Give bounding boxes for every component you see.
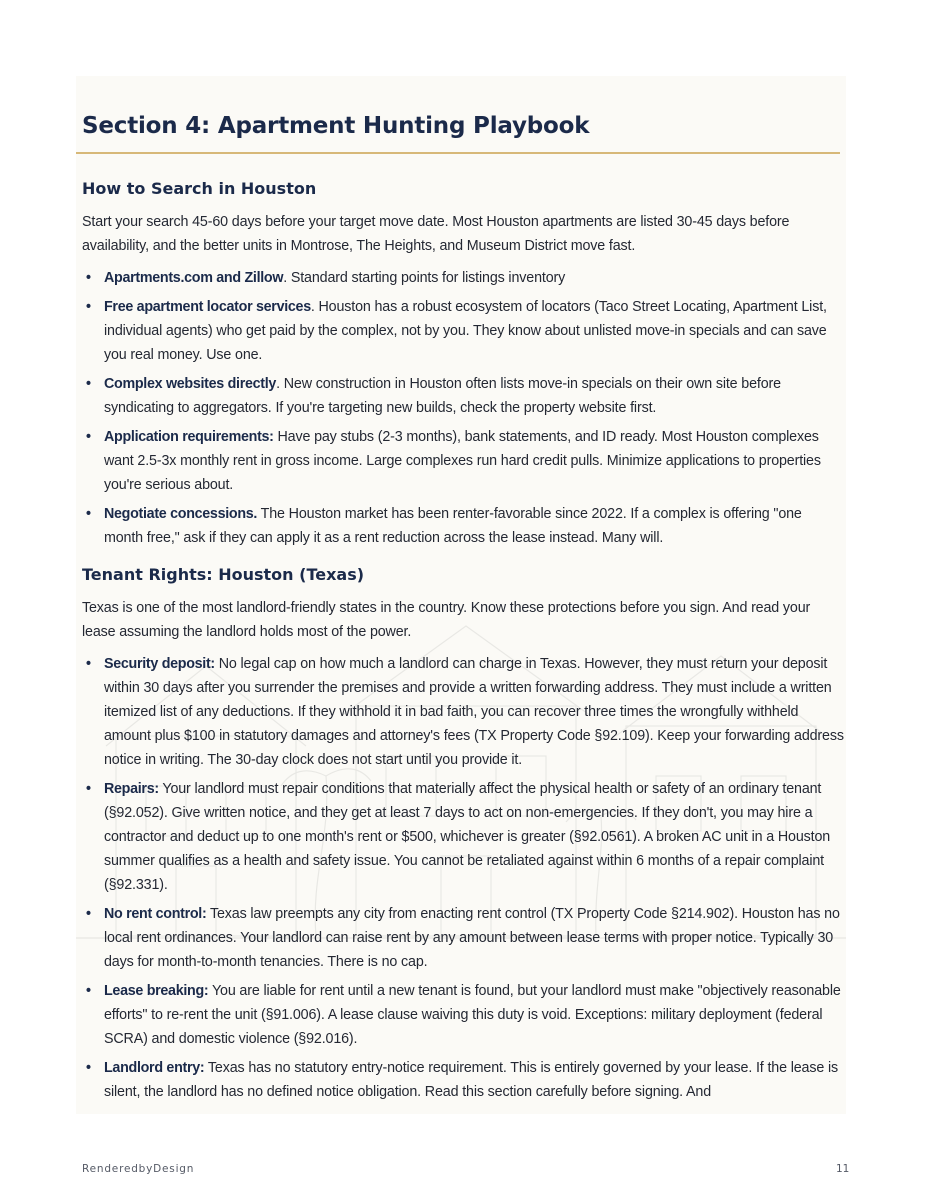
item-term: Security deposit: (104, 656, 215, 672)
list-item (82, 979, 844, 1051)
section-title: Section 4: Apartment Hunting Playbook (82, 113, 590, 139)
item-text: Have pay stubs (2-3 months), bank statements, and ID ready. Most Houston complexes want 2.5-3x monthly rent in gross income. Large complexes run hard credit pulls. Minimize applications to properties you're serious about. (104, 429, 821, 493)
item-text: Texas law preempts any city from enacting rent control (TX Property Code §214.902). Houston has no local rent ordinances. Your landlord can raise rent by any amount between lease terms with proper notice. Typically 30 days for month-to-month tenancies. There is no cap. (104, 906, 840, 970)
bullet-icon: • (86, 506, 91, 522)
list-item (82, 372, 844, 420)
item-text: No legal cap on how much a landlord can charge in Texas. However, they must return your deposit within 30 days after you surrender the premises and provide a written forwarding address. They must include a written itemized list of any deductions. If they withhold it in bad faith, you can recover three times the wrongfully withheld amount plus $100 in statutory damages and attorney's fees (TX Property Code §92.109). Keep your forwarding address notice in writing. The 30-day clock does not start until you provide it. (104, 656, 844, 768)
list-item (82, 1056, 844, 1104)
item-term: No rent control: (104, 906, 207, 922)
item-text: Your landlord must repair conditions that materially affect the physical health or safety of an ordinary tenant (§92.052). Give written notice, and they get at least 7 days to act on non-emergencies. If they don't, you may hire a contractor and deduct up to one month's rent or $500, whichever is greater (§92.0561). A broken AC unit in a Houston summer qualifies as a health and safety issue. You cannot be retaliated against within 6 months of a repair complaint (§92.331). (104, 781, 831, 893)
list-item (82, 652, 844, 772)
item-term: Apartments.com and Zillow (104, 270, 284, 286)
bullet-icon: • (86, 270, 91, 286)
item-term: Free apartment locator services (104, 299, 311, 315)
item-term: Application requirements: (104, 429, 274, 445)
bullet-icon: • (86, 906, 91, 922)
rights-heading: Tenant Rights: Houston (Texas) (82, 565, 365, 584)
page-number: 11 (836, 1163, 850, 1175)
item-text: . New construction in Houston often lists move-in specials on their own site before syndicating to aggregators. If you're targeting new builds, check the property website first. (104, 376, 781, 416)
bullet-icon: • (86, 983, 91, 999)
item-term: Repairs: (104, 781, 159, 797)
item-text: . Houston has a robust ecosystem of locators (Taco Street Locating, Apartment List, individual agents) who get paid by the complex, not by you. They know about unlisted move-in specials and can save you real money. Use one. (104, 299, 827, 363)
item-term: Complex websites directly (104, 376, 277, 392)
bullet-icon: • (86, 781, 91, 797)
list-item (82, 266, 844, 290)
bullet-icon: • (86, 1060, 91, 1076)
page-content (82, 110, 844, 1109)
title-divider (76, 152, 840, 154)
item-term: Landlord entry: (104, 1060, 205, 1076)
item-text: Texas has no statutory entry-notice requirement. This is entirely governed by your lease. If the lease is silent, the landlord has no defined notice obligation. Read this section carefully before signing. And (104, 1060, 838, 1100)
item-term: Lease breaking: (104, 983, 209, 999)
list-item (82, 425, 844, 497)
search-heading: How to Search in Houston (82, 179, 317, 198)
item-text: The Houston market has been renter-favorable since 2022. If a complex is offering "one month free," ask if they can apply it as a rent reduction across the lease instead. Many will. (104, 506, 802, 546)
footer-brand: RenderedbyDesign (82, 1163, 195, 1175)
rights-intro: Texas is one of the most landlord-friendly states in the country. Know these protections before you sign. And read your lease assuming the landlord holds most of the power. (82, 600, 811, 640)
bullet-icon: • (86, 376, 91, 392)
search-tips-list (82, 266, 844, 550)
list-item (82, 502, 844, 550)
rights-list (82, 652, 844, 1104)
rights-section (82, 564, 844, 1104)
list-item (82, 902, 844, 974)
list-item (82, 295, 844, 367)
bullet-icon: • (86, 299, 91, 315)
bullet-icon: • (86, 656, 91, 672)
search-section (82, 178, 844, 550)
list-item (82, 777, 844, 897)
page-panel (76, 76, 846, 1114)
search-intro: Start your search 45-60 days before your target move date. Most Houston apartments are listed 30-45 days before availability, and the better units in Montrose, The Heights, and Museum District move fast. (82, 214, 790, 254)
item-text: . Standard starting points for listings inventory (283, 270, 566, 286)
bullet-icon: • (86, 429, 91, 445)
item-term: Negotiate concessions. (104, 506, 258, 522)
item-text: You are liable for rent until a new tenant is found, but your landlord must make "objectively reasonable efforts" to re-rent the unit (§91.006). A lease clause waiving this duty is void. Exceptions: military deployment (federal SCRA) and domestic violence (§92.016). (104, 983, 841, 1047)
